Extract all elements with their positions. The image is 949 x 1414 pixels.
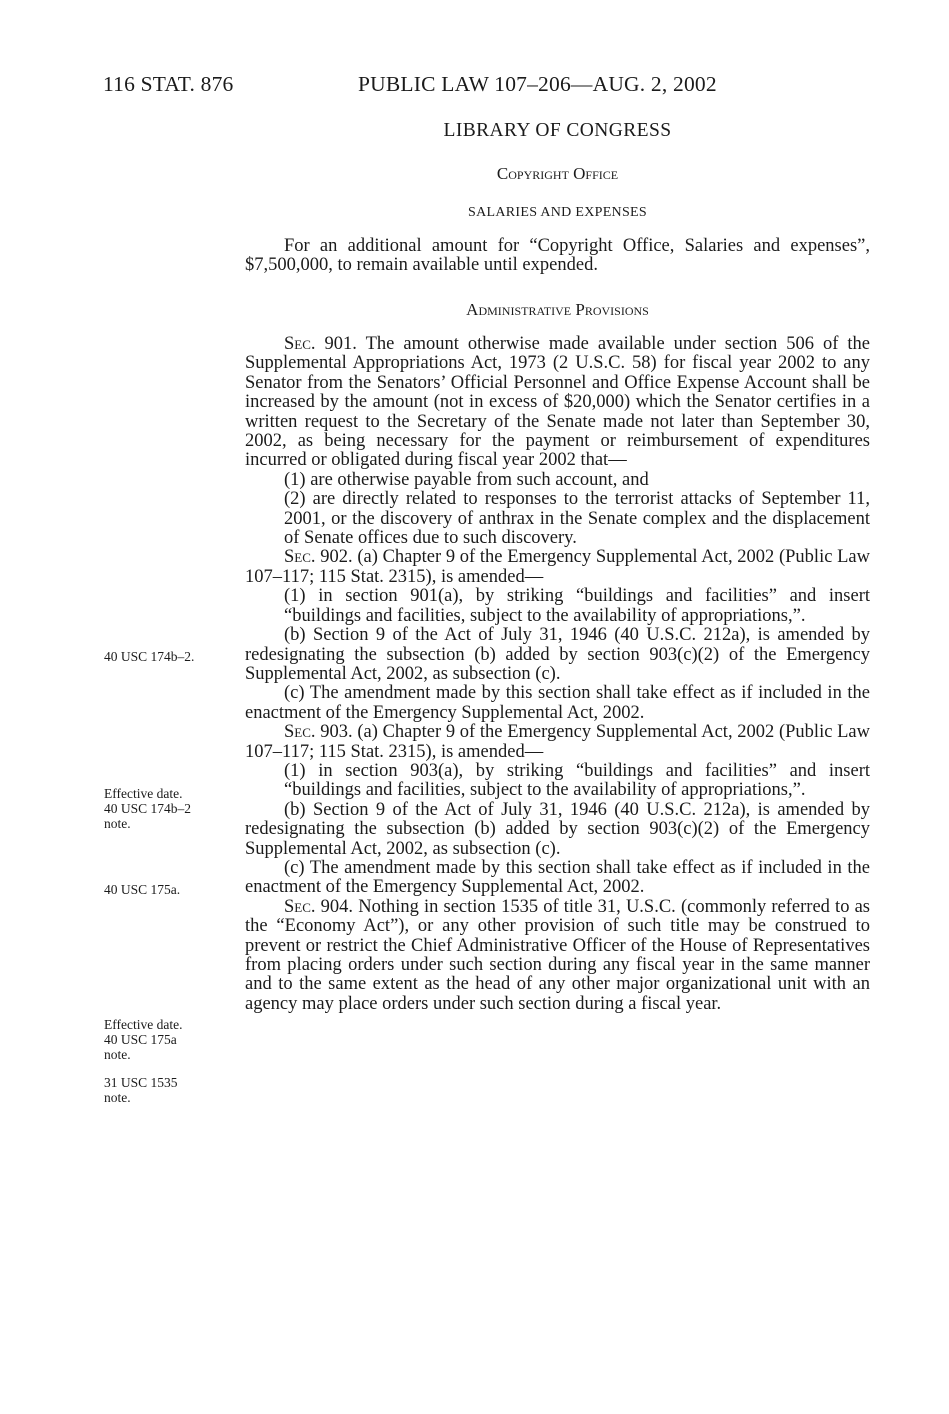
section-902-a1: (1) in section 901(a), by striking “buildings and facilities” and insert “buildings and facilities, subject to the availability of appropriations,”. [284, 586, 870, 626]
provisions-body [245, 335, 870, 1014]
margin-note-effective-date-1 [104, 786, 234, 831]
margin-note-line: 31 USC 1535 [104, 1075, 178, 1090]
section-902-b: (b) Section 9 of the Act of July 31, 1946 (40 U.S.C. 212a), is amended by redesignating the subsection (b) added by section 903(c)(2) of the Emergency Supplemental Act, 2002, as subsection (c). [245, 625, 870, 684]
section-902-a [245, 548, 870, 587]
section-901-para-1: (1) are otherwise payable from such account, and [284, 469, 649, 490]
section-901-text: The amount otherwise made available under section 506 of the Supplemental Appropriations Act, 1973 (2 U.S.C. 58) for fiscal year 2002 to any Senator from the Senators’ Official Personnel and Office Expense Account shall be increased by the amount (not in excess of $20,000) which the Senator certifies in a written request to the Secretary of the Senate made not later than September 30, 2002, as being necessary for the payment or reimbursement of expenditures incurred or obligated during fiscal year 2002 that— [245, 334, 870, 471]
section-904-label: Sec. 904. [284, 896, 354, 917]
page-stat-citation: 116 STAT. 876 [103, 72, 234, 96]
section-903-b: (b) Section 9 of the Act of July 31, 1946 (40 U.S.C. 212a), is amended by redesignating the subsection (b) added by section 903(c)(2) of the Emergency Supplemental Act, 2002, as subsection (c). [245, 799, 870, 859]
office-heading: Copyright Office [496, 164, 619, 183]
section-902-c: (c) The amendment made by this section shall take effect as if included in the enactment of the Emergency Supplemental Act, 2002. [245, 683, 870, 723]
section-904 [245, 898, 870, 1014]
margin-note-line: 40 USC 174b–2 [104, 801, 192, 816]
section-901-para-2-text: (2) are directly related to responses to the terrorist attacks of September 11, 2001, or the discovery of anthrax in the Senate complex and the displacement of Senate offices due to such discovery. [284, 489, 870, 549]
margin-note-line: note. [104, 1090, 131, 1105]
section-903-a-text: (a) Chapter 9 of the Emergency Supplemental Act, 2002 (Public Law 107–117; 115 Stat. 2315), is amended— [245, 722, 871, 762]
running-header: PUBLIC LAW 107–206—AUG. 2, 2002 [358, 72, 717, 96]
margin-note-line: note. [104, 816, 131, 831]
appropriation-paragraph [245, 237, 870, 276]
section-901 [245, 335, 870, 471]
margin-note-31usc1535 [104, 1075, 234, 1105]
section-901-label: Sec. 901. [284, 334, 357, 354]
admin-provisions-heading: Administrative Provisions [466, 300, 649, 319]
section-903-a1: (1) in section 903(a), by striking “buildings and facilities” and insert “buildings and facilities, subject to the availability of appropriations,”. [284, 760, 870, 801]
margin-note-line: Effective date. [104, 1017, 183, 1032]
appropriation-text: For an additional amount for “Copyright Office, Salaries and expenses”, $7,500,000, to remain available until expended. [245, 236, 870, 276]
account-heading: SALARIES AND EXPENSES [468, 205, 647, 220]
margin-note-40usc175a: 40 USC 175a. [104, 882, 181, 897]
section-904-text: Nothing in section 1535 of title 31, U.S.C. (commonly referred to as the “Economy Act”), or any other provision of such title may be construed to prevent or restrict the Chief Administrative Officer of the House of Representatives from placing orders under such section during any fiscal year in the same manner and to the same extent as the head of any other major organizational unit with an agency may place orders under such section during a fiscal year. [245, 896, 870, 1014]
agency-heading: LIBRARY OF CONGRESS [443, 120, 672, 141]
margin-note-line: note. [104, 1047, 131, 1062]
section-903-a [245, 723, 870, 762]
margin-note-40usc174b2: 40 USC 174b–2. [104, 649, 195, 664]
section-903-c: (c) The amendment made by this section shall take effect as if included in the enactment of the Emergency Supplemental Act, 2002. [245, 857, 870, 898]
section-902-a-text: (a) Chapter 9 of the Emergency Supplemental Act, 2002 (Public Law 107–117; 115 Stat. 2315), is amended— [245, 547, 871, 587]
section-902-label: Sec. 902. [284, 547, 353, 568]
margin-note-effective-date-2 [104, 1017, 234, 1062]
section-903-label: Sec. 903. [284, 722, 353, 743]
margin-note-line: 40 USC 175a [104, 1032, 177, 1047]
margin-note-line: Effective date. [104, 786, 183, 801]
section-901-para-2 [245, 490, 870, 548]
